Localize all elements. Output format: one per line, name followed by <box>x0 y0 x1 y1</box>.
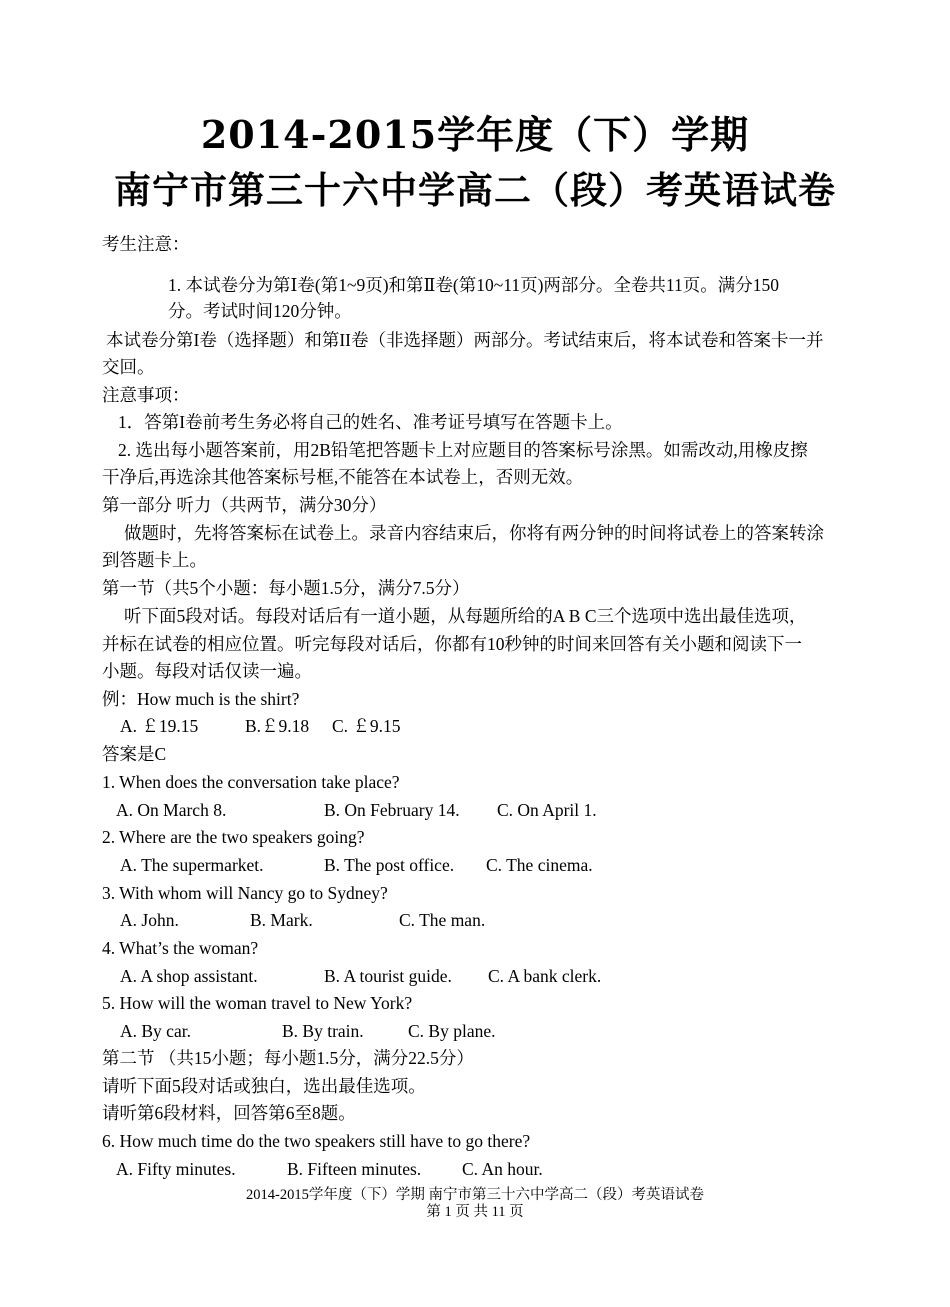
footer-title: 2014-2015学年度（下）学期 南宁市第三十六中学高二（段）考英语试卷 <box>246 1187 704 1203</box>
part1-desc-line1: 做题时，先将答案标在试卷上。录音内容结束后，你将有两分钟的时间将试卷上的答案转涂 <box>124 523 824 543</box>
question-4: 4. What’s the woman? <box>102 938 259 958</box>
section1-desc-line1: 听下面5段对话。每段对话后有一道小题，从每题所给的A B C三个选项中选出最佳选项， <box>124 606 807 626</box>
question-1-option-a: A. On March 8. <box>116 800 227 820</box>
question-6-option-b: B. Fifteen minutes. <box>287 1159 422 1179</box>
question-4-option-a: A. A shop assistant. <box>120 966 258 986</box>
section2-heading: 第二节 （共15小题；每小题1.5分，满分22.5分） <box>102 1048 474 1068</box>
question-6-option-c: C. An hour. <box>462 1159 543 1179</box>
question-5: 5. How will the woman travel to New York? <box>102 993 413 1013</box>
question-5-option-a: A. By car. <box>120 1021 191 1041</box>
question-2-option-c: C. The cinema. <box>486 855 593 875</box>
question-2-option-b: B. The post office. <box>324 855 455 875</box>
page-number: 第 1 页 共 11 页 <box>426 1204 524 1220</box>
intro-item1-line1: 1. 本试卷分为第Ⅰ卷(第1~9页)和第Ⅱ卷(第10~11页)两部分。全卷共11页。满分150 <box>168 275 780 295</box>
question-4-option-c: C. A bank clerk. <box>488 966 602 986</box>
question-3-option-c: C. The man. <box>399 910 486 930</box>
question-6: 6. How much time do the two speakers still have to go there? <box>102 1131 531 1151</box>
notice-heading: 考生注意： <box>102 234 190 254</box>
question-2-option-a: A. The supermarket. <box>120 855 264 875</box>
intro-para-line1: 本试卷分第I卷（选择题）和第II卷（非选择题）两部分。考试结束后，将本试卷和答案卡一并 <box>106 330 824 350</box>
example-question: 例：How much is the shirt? <box>102 689 300 709</box>
example-answer: 答案是C <box>102 744 167 764</box>
caution-item2-line2: 干净后,再选涂其他答案标号框,不能答在本试卷上，否则无效。 <box>102 467 584 487</box>
question-3: 3. With whom will Nancy go to Sydney? <box>102 883 388 903</box>
question-3-option-b: B. Mark. <box>250 910 313 930</box>
intro-para-line2: 交回。 <box>102 357 155 377</box>
caution-item2-line1: 2. 选出每小题答案前，用2B铅笔把答题卡上对应题目的答案标号涂黑。如需改动,用橡皮擦 <box>118 440 808 460</box>
section1-heading: 第一节（共5个小题：每小题1.5分，满分7.5分） <box>102 578 470 598</box>
part1-heading: 第一部分 听力（共两节，满分30分） <box>102 495 387 515</box>
part1-desc-line2: 到答题卡上。 <box>102 550 207 570</box>
question-4-option-b: B. A tourist guide. <box>324 966 452 986</box>
question-5-option-c: C. By plane. <box>408 1021 496 1041</box>
caution-item1: 1．答第I卷前考生务必将自己的姓名、准考证号填写在答题卡上。 <box>118 412 623 432</box>
example-option-a: A. ￡19.15 <box>120 716 199 736</box>
question-6-option-a: A. Fifty minutes. <box>116 1159 236 1179</box>
intro-item1-line2: 分。考试时间120分钟。 <box>168 301 352 321</box>
question-5-option-b: B. By train. <box>282 1021 364 1041</box>
question-1-option-b: B. On February 14. <box>324 800 460 820</box>
question-2: 2. Where are the two speakers going? <box>102 827 365 847</box>
exam-title-line1: 2014-2015学年度（下）学期 <box>200 112 750 157</box>
example-option-b: B.￡9.18 <box>245 716 310 736</box>
cautions-heading: 注意事项： <box>102 385 190 405</box>
question-1: 1. When does the conversation take place? <box>102 772 400 792</box>
section1-desc-line2: 并标在试卷的相应位置。听完每段对话后，你都有10秒钟的时间来回答有关小题和阅读下一 <box>102 634 802 654</box>
question-3-option-a: A. John. <box>120 910 179 930</box>
example-option-c: C. ￡9.15 <box>332 716 401 736</box>
section1-desc-line3: 小题。每段对话仅读一遍。 <box>102 661 312 681</box>
section2-material: 请听第6段材料，回答第6至8题。 <box>102 1103 356 1123</box>
question-1-option-c: C. On April 1. <box>497 800 597 820</box>
section2-instruction: 请听下面5段对话或独白，选出最佳选项。 <box>102 1076 426 1096</box>
exam-title-line2: 南宁市第三十六中学高二（段）考英语试卷 <box>114 168 836 212</box>
